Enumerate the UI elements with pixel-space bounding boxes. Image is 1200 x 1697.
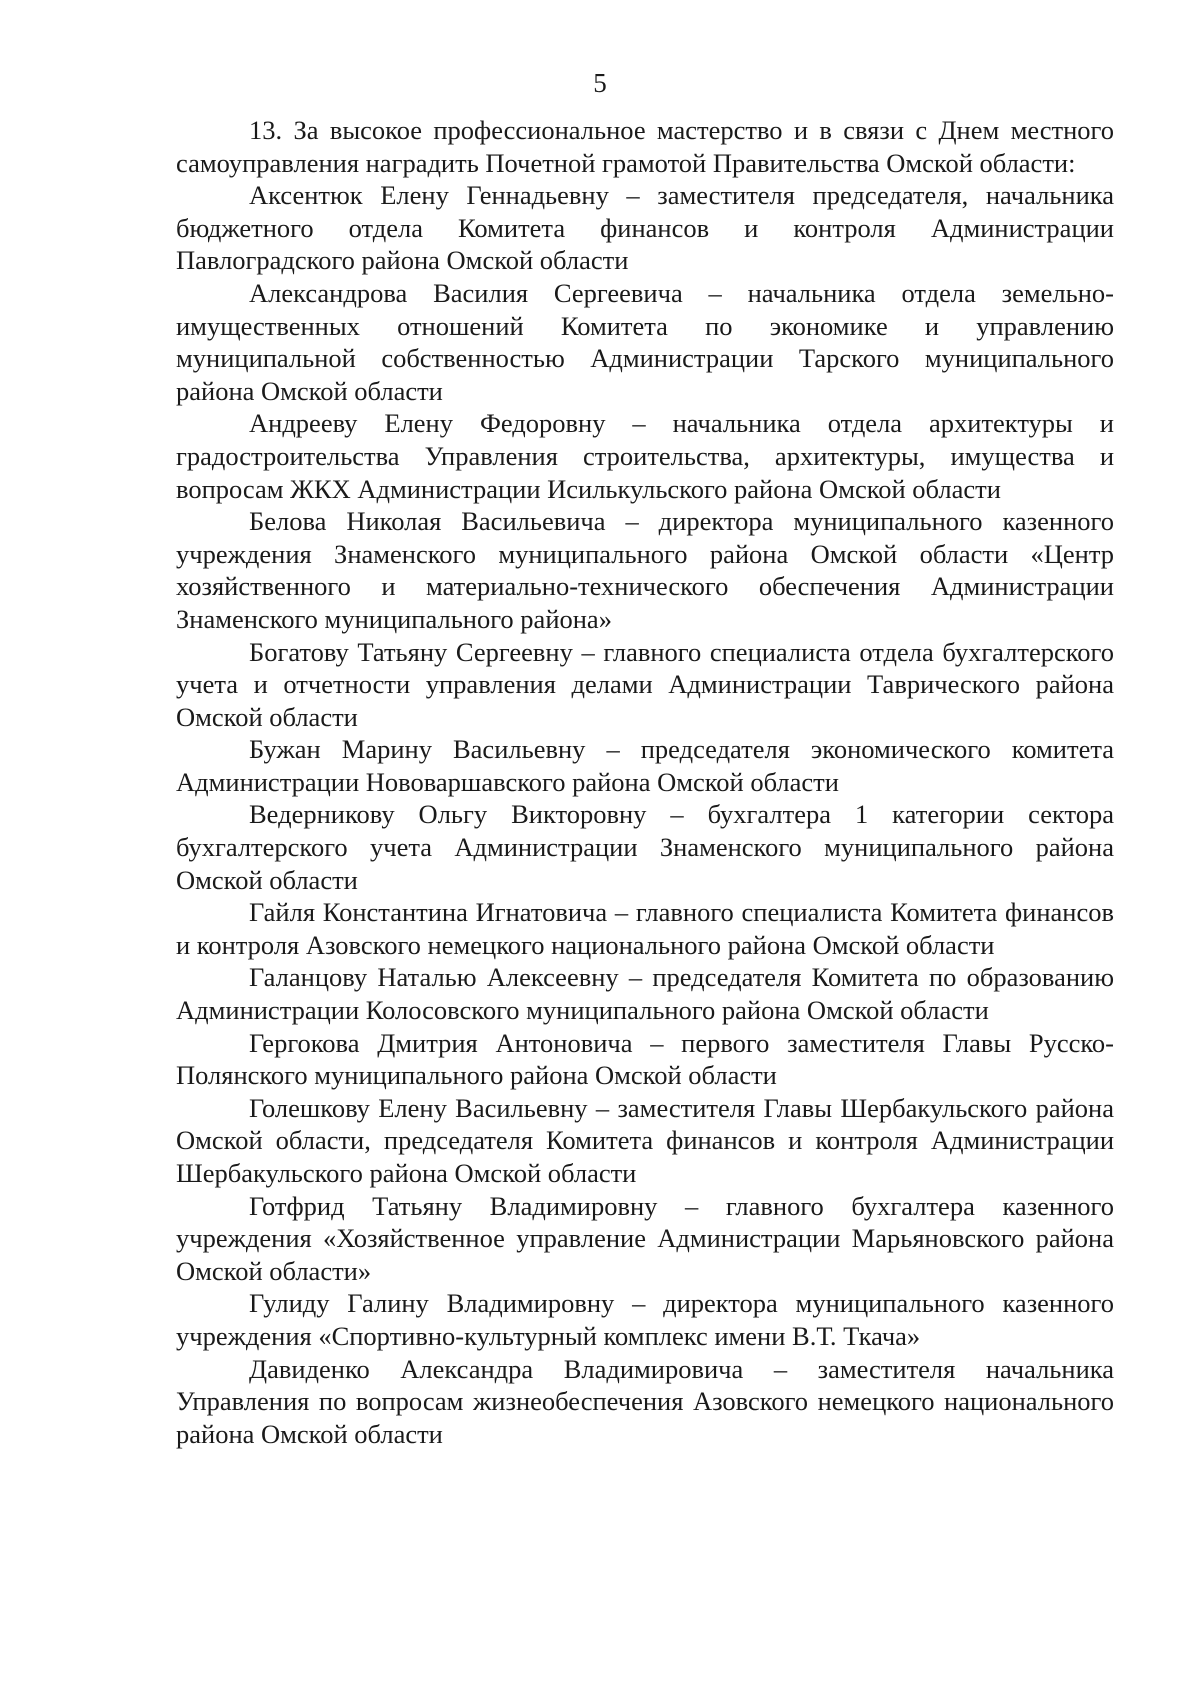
page-number: 5 [593, 68, 607, 98]
awardee-paragraph: Голешкову Елену Васильевну – заместителя Главы Шербакульского района Омской области, председателя Комитета финансов и контроля Администрации Шербакульского района Омской области [176, 1092, 1114, 1188]
awardee-paragraph: Александрова Василия Сергеевича – начальника отдела земельно-имущественных отношений Комитета по экономике и управлению муниципальной собственностью Администрации Тарского муниципального района Омской области [176, 277, 1114, 406]
awardee-paragraph: Гулиду Галину Владимировну – директора муниципального казенного учреждения «Спортивно-культурный комплекс имени В.Т. Ткача» [176, 1288, 1114, 1351]
awardee-paragraph: Ведерникову Ольгу Викторовну – бухгалтера 1 категории сектора бухгалтерского учета Администрации Знаменского муниципального района Омской области [176, 799, 1114, 895]
awardee-paragraph: Давиденко Александра Владимировича – заместителя начальника Управления по вопросам жизнеобеспечения Азовского немецкого национального района Омской области [176, 1353, 1114, 1449]
awardee-paragraph: Готфрид Татьяну Владимировну – главного бухгалтера казенного учреждения «Хозяйственное управление Администрации Марьяновского района Омской области» [176, 1190, 1114, 1286]
document-body [176, 114, 1114, 1450]
awardee-paragraph: Богатову Татьяну Сергеевну – главного специалиста отдела бухгалтерского учета и отчетности управления делами Администрации Таврического района Омской области [176, 636, 1114, 732]
awardee-paragraph: Галанцову Наталью Алексеевну – председателя Комитета по образованию Администрации Колосовского муниципального района Омской области [176, 962, 1114, 1026]
awardee-paragraph: Гайля Константина Игнатовича – главного специалиста Комитета финансов и контроля Азовского немецкого национального района Омской области [176, 897, 1114, 960]
award-decree-paragraph: 13. За высокое профессиональное мастерство и в связи с Днем местного самоуправления наградить Почетной грамотой Правительства Омской области: [176, 115, 1114, 178]
awardee-paragraph: Андрееву Елену Федоровну – начальника отдела архитектуры и градостроительства Управления строительства, архитектуры, имущества и вопросам ЖКХ Администрации Исилькульского района Омской области [176, 408, 1114, 504]
awardee-paragraph: Гергокова Дмитрия Антоновича – первого заместителя Главы Русско-Полянского муниципального района Омской области [176, 1027, 1114, 1091]
awardee-paragraph: Аксентюк Елену Геннадьевну – заместителя председателя, начальника бюджетного отдела Комитета финансов и контроля Администрации Павлоградского района Омской области [176, 180, 1114, 276]
awardee-paragraph: Бужан Марину Васильевну – председателя экономического комитета Администрации Нововаршавского района Омской области [176, 734, 1114, 797]
awardee-paragraph: Белова Николая Васильевича – директора муниципального казенного учреждения Знаменского муниципального района Омской области «Центр хозяйственного и материально-технического обеспечения Администрации Знаменского муниципального района» [176, 506, 1114, 634]
